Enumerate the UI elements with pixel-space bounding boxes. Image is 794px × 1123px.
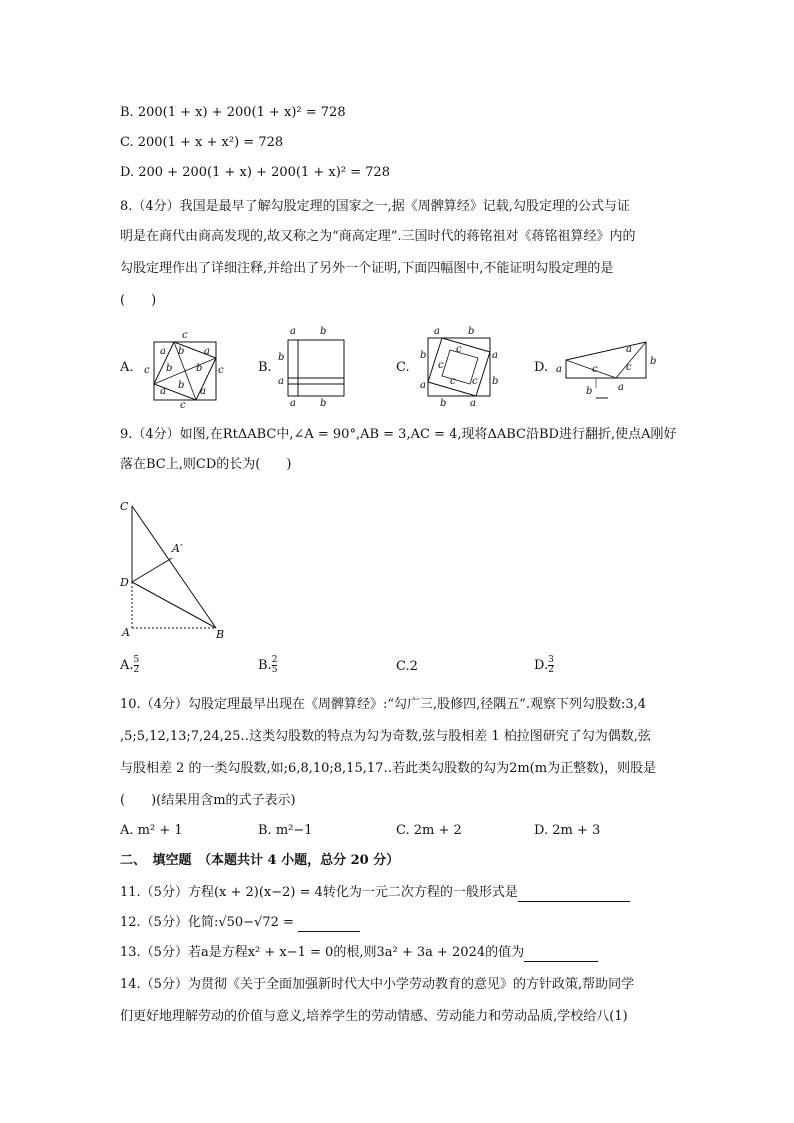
q8-figure-b [278,322,358,408]
q9-point-b: B [216,628,225,640]
q9-line-2: 落在BC上,则CD的长为( ) [120,457,292,472]
q8-figure-d [552,334,662,404]
q8c-label-c1: c [456,344,462,355]
q8d-label-b-right: b [650,356,657,367]
q11-text: 11.（5分）方程(x + 2)(x−2) = 4转化为一元二次方程的一般形式是 [120,885,518,900]
q9-option-b: B. $\frac{2}{5}$ [258,655,278,675]
q7-option-c: C. 200(1 + x + x²) = 728 [120,135,284,150]
q9-point-c: C [120,500,129,513]
q8a-label-a1: a [160,346,166,357]
q8a-label-c-bottom: c [180,400,186,408]
q8-option-b-label: B. [258,360,272,375]
q8a-label-a4: a [200,386,206,397]
q8d-label-a-bottom: a [618,382,624,393]
q8-line-3: 勾股定理作出了详细注释,并给出了另外一个证明,下面四幅图中,不能证明勾股定理的是 [120,261,614,276]
q8b-label-a-left: a [278,376,284,387]
q8a-label-c-top: c [182,330,188,341]
q8d-label-a-top: a [626,344,632,355]
q8c-label-b-right: b [492,376,499,387]
q8c-label-a-right: a [492,350,498,361]
q9-triangle-figure [116,496,236,640]
q9-line-1: 9.（4分）如图,在RtΔABC中,∠A = 90°,AB = 3,AC = 4,现将ΔABC沿BD进行翻折,使点A刚好 [120,427,677,442]
q8d-label-c1: c [592,364,598,375]
q8b-label-a-top: a [290,326,296,337]
q8a-label-b3: b [196,363,203,374]
q13-text: 13.（5分）若a是方程x² + x−1 = 0的根,则3a² + 3a + 2024的值为 [120,945,525,960]
q8c-label-c2: c [438,360,444,371]
q9-option-d: D. $\frac{3}{2}$ [534,655,554,675]
q12-answer-blank[interactable] [298,917,360,932]
q8-answer-paren: ( ) [120,293,157,308]
q10-option-c: C. 2m + 2 [396,823,462,838]
q8c-label-b-left: b [420,350,427,361]
q8c-label-c4: c [472,376,478,387]
q8-option-c-label: C. [396,360,410,375]
q8c-label-a-left: a [420,380,426,391]
q8c-label-c3: c [450,376,456,387]
q11 [120,884,630,902]
q8b-label-a-bottom: a [290,398,296,408]
q8c-label-a-top: a [434,326,440,337]
q10-line-3: 与股相差 2 的一类勾股数,如;6,8,10;8,15,17‥若此类勾股数的勾为2m(m为正整数)，则股是 [120,761,657,776]
q14-line-2: 们更好地理解劳动的价值与意义,培养学生的劳动情感、劳动能力和劳动品质,学校给八(1) [120,1009,628,1024]
q9-option-c-value: 2 [409,659,418,674]
q11-answer-blank[interactable] [518,887,630,902]
q12 [120,914,360,932]
q9-option-b-den: 5 [271,665,278,675]
q8c-label-b-top: b [468,326,475,337]
q8-figure-c [420,322,500,408]
q10-option-d: D. 2m + 3 [534,823,601,838]
section-2-title: 二、 填空题 （本题共计 4 小题，总分 20 分） [120,853,400,868]
q8-line-1: 8.（4分）我国是最早了解勾股定理的国家之一,据《周髀算经》记载,勾股定理的公式与证 [120,199,630,214]
q8d-label-b-bottom: b [586,386,593,397]
q14-line-1: 14.（5分）为贯彻《关于全面加强新时代大中小学劳动教育的意见》的方针政策,帮助同学 [120,977,635,992]
q9-option-c: C.2 [396,659,418,674]
q8d-label-c2: c [626,362,632,373]
q8-option-a-label: A. [120,360,134,375]
q10-line-4: ( )(结果用含m的式子表示) [120,793,296,808]
q7-option-b: B. 200(1 + x) + 200(1 + x)² = 728 [120,105,346,120]
q8d-label-a-left: a [556,364,562,375]
q8b-label-b-top: b [320,326,327,337]
q9-point-d: D [120,576,129,589]
q8c-label-b-bottom: b [440,398,447,408]
q9-option-a-den: 2 [133,665,140,675]
q8a-label-a2: a [204,346,210,357]
q8a-label-c-left: c [144,365,150,376]
q9-option-d-num: 3 [548,655,554,665]
q9-option-b-num: 2 [271,655,278,665]
q8a-label-a3: a [160,386,166,397]
q13-answer-blank[interactable] [524,947,598,962]
q8-line-2: 明是在商代由商高发现的,故又称之为“商高定理”.三国时代的蒋铭祖对《蒋铭祖算经》内的 [120,229,636,244]
q7-option-d: D. 200 + 200(1 + x) + 200(1 + x)² = 728 [120,165,390,180]
q8a-label-b1: b [178,346,185,357]
q8a-label-b2: b [166,363,173,374]
q10-option-a: A. m² + 1 [120,823,183,838]
q8a-label-b4: b [178,380,185,391]
q13 [120,944,598,962]
q12-text: 12.（5分）化简:√50−√72 = [120,915,299,930]
q9-option-a-num: 5 [133,655,140,665]
q9-option-d-den: 2 [548,665,554,675]
q8a-label-c-right: c [218,365,224,376]
q8c-label-a-bottom: a [470,398,476,408]
q9-point-a-prime: A′ [172,542,183,555]
q8-option-d-label: D. [534,360,549,375]
q10-option-b: B. m²−1 [258,823,313,838]
q8-figure-a [144,328,224,408]
q9-option-a: A. $\frac{5}{2}$ [120,655,140,675]
q8b-label-b-left: b [278,352,285,363]
q9-point-a: A [122,626,130,639]
q10-line-1: 10.（4分）勾股定理最早出现在《周髀算经》:“勾广三,股修四,径隅五”.观察下列勾股数:3,4 [120,697,647,712]
q10-line-2: ,5;5,12,13;7,24,25‥这类勾股数的特点为勾为奇数,弦与股相差 1 柏拉图研究了勾为偶数,弦 [120,729,651,744]
q8b-label-b-bottom: b [320,398,327,408]
